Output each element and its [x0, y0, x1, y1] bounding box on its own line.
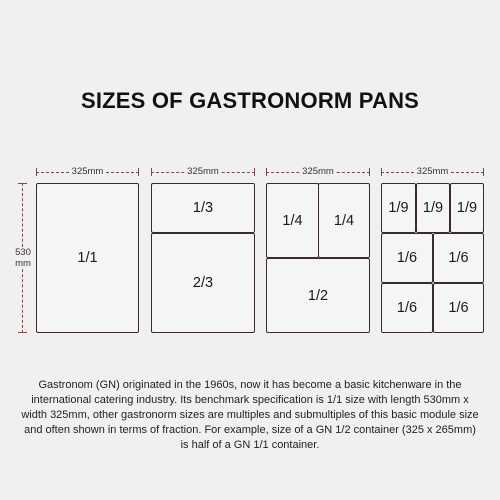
pan-1-6-d — [433, 283, 484, 333]
width-label: 325mm — [71, 166, 104, 177]
pan-label: 2/3 — [192, 275, 214, 291]
pan-label: 1/9 — [456, 200, 478, 216]
pan-1-4-right — [318, 183, 370, 258]
pan-label: 1/6 — [448, 300, 469, 316]
height-dimension — [16, 183, 30, 333]
pan-1-6-c — [381, 283, 433, 333]
width-dimension-4 — [381, 165, 484, 179]
page-title: SIZES OF GASTRONORM PANS — [80, 88, 420, 113]
pan-label: 1/6 — [448, 250, 469, 266]
pan-1-9-c — [450, 183, 484, 233]
pan-1-9-b — [416, 183, 450, 233]
pan-label: 1/9 — [388, 200, 409, 216]
pan-1-3 — [151, 183, 255, 233]
pan-label: 1/6 — [396, 300, 418, 316]
pan-1-6-a — [381, 233, 433, 283]
pan-1-9-a — [381, 183, 416, 233]
pan-label: 1/6 — [396, 250, 418, 266]
pan-label: 1/3 — [192, 200, 214, 216]
pan-label: 1/9 — [422, 200, 444, 216]
pan-label: 1/1 — [77, 250, 98, 266]
pan-1-1 — [36, 183, 139, 333]
width-label: 325mm — [187, 166, 219, 177]
width-dimension-2 — [151, 165, 255, 179]
pan-label: 1/4 — [333, 212, 355, 229]
width-label: 325mm — [416, 166, 449, 177]
pan-label: 1/2 — [307, 287, 329, 304]
pan-1-6-b — [433, 233, 484, 283]
pan-label: 1/4 — [282, 212, 303, 229]
width-dimension-3 — [266, 165, 370, 179]
width-dimension-1 — [36, 165, 139, 179]
pan-1-4-left — [266, 183, 319, 258]
height-label: 530 mm — [10, 247, 36, 269]
pan-2-3 — [151, 233, 255, 333]
width-label: 325mm — [302, 166, 334, 177]
pan-1-2 — [266, 258, 370, 333]
description-text: Gastronom (GN) originated in the 1960s, now it has become a basic kitchenware in the international catering industry. Its benchmark specification is 1/1 size with length 530mm x width 325mm, other gastronorm sizes are multiples and submultiples of this basic module size and often shown in terms of fraction. For example, size of a GN 1/2 container (325 x 265mm) is half of a GN 1/1 container. — [21, 379, 479, 451]
